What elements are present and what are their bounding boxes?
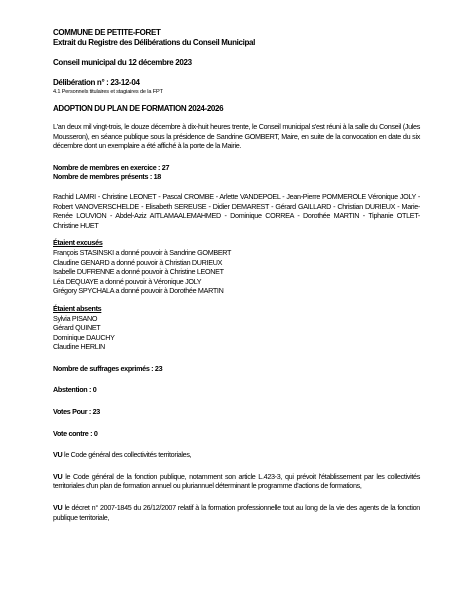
absent-item: Claudine HERLIN (53, 342, 105, 352)
membres-exercice: Nombre de membres en exercice : 27 (53, 162, 170, 172)
excuse-item: Léa DEQUAYE a donné pouvoir à Véronique JOLY (53, 276, 202, 286)
excuse-item: Grégory SPYCHALA a donné pouvoir à Dorothée MARTIN (53, 286, 224, 296)
deliberation-category: 4.1 Personnels titulaires et stagiaires de la FPT (53, 89, 163, 95)
presents-list: Rachid LAMRI - Christine LEONET - Pascal CROMBE - Arlette VANDEPOEL - Jean-Pierre POMMEROLE Véronique JOLY - Robert VANOVERSCHELDE - Elisabeth SEREUSE - Didier DEMAREST - Gérard GAILLARD - Christian DURIEUX - Marie-Renée LOUVION - Abdel-Aziz AITLAMAALEMAHMED - Dominique CORREA - Dorothée MARTIN - Tiphanie OTLET- Christine HUET (53, 191, 420, 230)
deliberation-object: ADOPTION DU PLAN DE FORMATION 2024-2026 (53, 104, 224, 113)
membres-presents: Nombre de membres présents : 18 (53, 172, 161, 182)
visa-vu: VU (53, 450, 63, 460)
deliberation-number: Délibération n° : 23-12-04 (53, 78, 140, 87)
absent-item: Sylvia PISANO (53, 313, 98, 323)
votes-pour-count: Votes Pour : 23 (53, 407, 100, 417)
abstention-count: Abstention : 0 (53, 385, 97, 395)
excuses-title: Étaient excusés (53, 238, 103, 248)
commune-name: COMMUNE DE PETITE-FORET (53, 28, 161, 37)
absents-list (53, 314, 420, 352)
absent-item: Gérard QUINET (53, 323, 101, 333)
visa-text: le Code général des collectivités territoriales, (62, 450, 192, 460)
intro-paragraph: L'an deux mil vingt-trois, le douze décembre à dix-huit heures trente, le Conseil municipal s'est réuni à la salle du Conseil (Jules Mousseron), en séance publique sous la présidence de Sandrine GOMBERT, Maire, en suite de la convocation en date du six décembre dont un exemplaire a été affiché à la porte de la Mairie. (53, 122, 420, 151)
excuse-item: François STASINSKI a donné pouvoir à Sandrine GOMBERT (53, 247, 232, 257)
visa-text: le Code général de la fonction publique, notamment son article L.423-3, qui prévoit l'établissement par les collectivités territoriales d'un plan de formation annuel ou pluriannuel déterminant le programme d'actions de formations, (53, 471, 420, 491)
absent-item: Dominique DAUCHY (53, 332, 115, 342)
conseil-date: Conseil municipal du 12 décembre 2023 (53, 58, 192, 67)
absents-title: Étaient absents (53, 303, 102, 313)
suffrages-exprimes: Nombre de suffrages exprimés : 23 (53, 363, 163, 373)
visa-paragraph (53, 450, 420, 460)
excuses-list (53, 248, 420, 296)
excuse-item: Claudine GENARD a donné pouvoir à Christian DURIEUX (53, 257, 223, 267)
excuse-item: Isabelle DUFRENNE a donné pouvoir à Christine LEONET (53, 267, 224, 277)
registre-title: Extrait du Registre des Délibérations du Conseil Municipal (53, 38, 255, 47)
visa-paragraph (53, 472, 420, 491)
votes-contre-count: Vote contre : 0 (53, 428, 98, 438)
visa-vu: VU (53, 471, 63, 481)
visa-paragraph (53, 503, 420, 522)
visa-vu: VU (53, 503, 63, 513)
visa-text: le décret n° 2007-1845 du 26/12/2007 relatif à la formation professionnelle tout au long de la vie des agents de la fonction publique territoriale, (53, 503, 420, 522)
